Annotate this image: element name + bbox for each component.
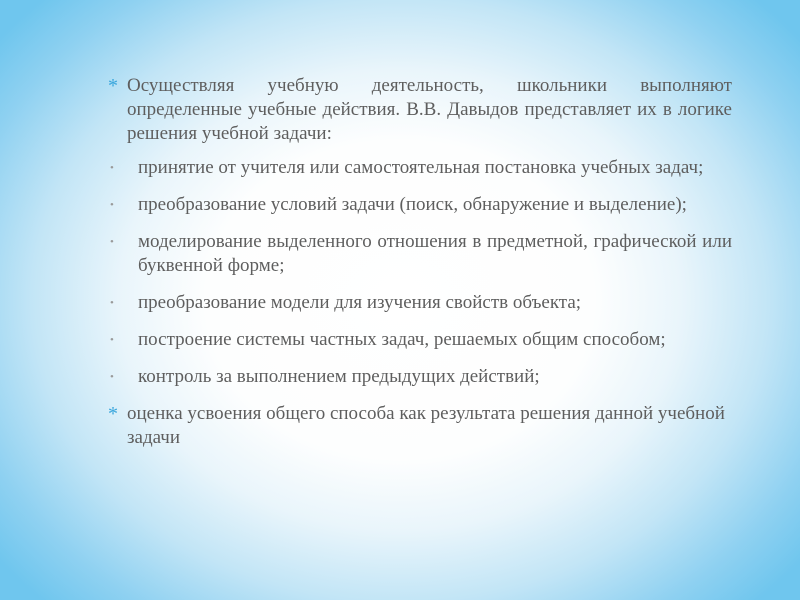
action-text-6: контроль за выполнением предыдущих действий; xyxy=(138,366,540,387)
action-text-5: построение системы частных задач, решаемых общим способом; xyxy=(138,329,666,350)
intro-paragraph xyxy=(108,74,732,146)
action-text-2: преобразование условий задачи (поиск, обнаружение и выделение); xyxy=(138,194,687,215)
action-text-4: преобразование модели для изучения свойств объекта; xyxy=(138,292,582,313)
dot-bullet-icon: • xyxy=(110,236,114,248)
dot-bullet-icon: • xyxy=(110,162,114,174)
action-item-3 xyxy=(108,230,732,278)
action-text-3: моделирование выделенного отношения в предметной, графической или буквенной форме; xyxy=(138,231,732,276)
dot-bullet-icon: • xyxy=(110,297,114,309)
conclusion-text: оценка усвоения общего способа как результата решения данной учебной задачи xyxy=(127,403,725,448)
asterisk-bullet-icon: * xyxy=(108,75,118,97)
asterisk-bullet-icon: * xyxy=(108,403,118,425)
action-item-5 xyxy=(108,328,732,352)
intro-text: Осуществляя учебную деятельность, школьники выполняют определенные учебные действия. В.В. Давыдов представляет их в логике решения учебной задачи: xyxy=(127,75,732,144)
dot-bullet-icon: • xyxy=(110,199,114,211)
action-text-1: принятие от учителя или самостоятельная постановка учебных задач; xyxy=(138,157,704,178)
action-item-1 xyxy=(108,156,732,180)
dot-bullet-icon: • xyxy=(110,371,114,383)
conclusion-paragraph xyxy=(108,402,732,450)
slide-body xyxy=(108,74,732,450)
action-item-6 xyxy=(108,365,732,389)
action-item-4 xyxy=(108,291,732,315)
dot-bullet-icon: • xyxy=(110,334,114,346)
action-item-2 xyxy=(108,193,732,217)
